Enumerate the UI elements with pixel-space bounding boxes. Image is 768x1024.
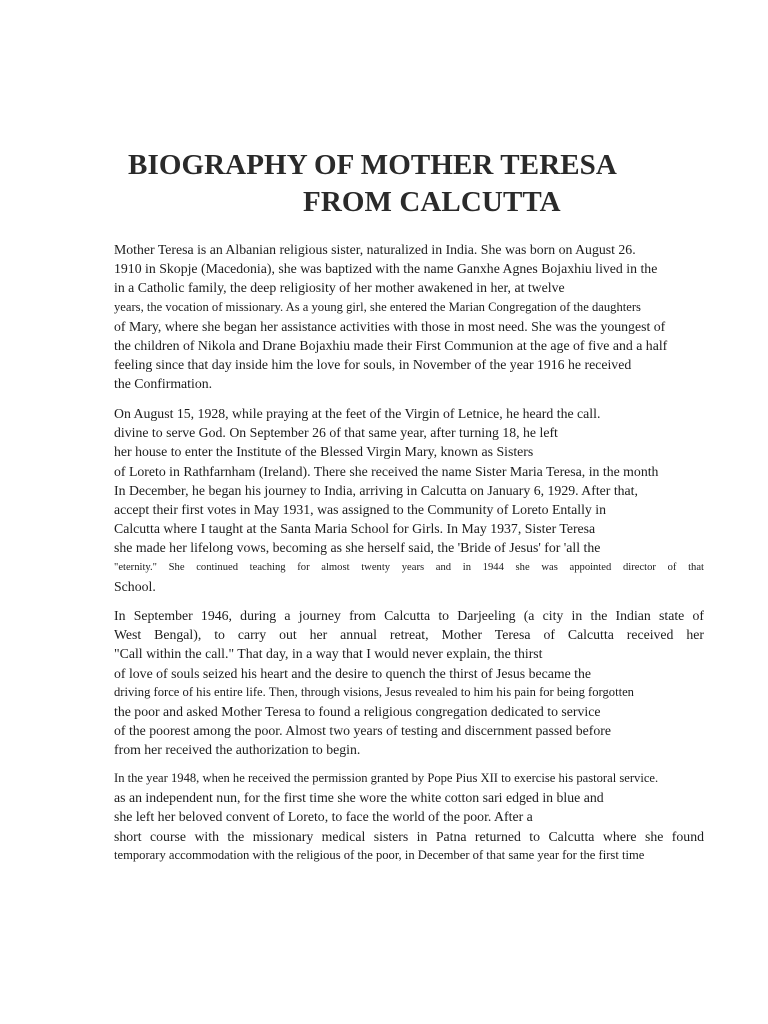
text-line: of love of souls seized his heart and the desire to quench the thirst of Jesus became the <box>114 665 592 681</box>
text-line: of the poorest among the poor. Almost two years of testing and discernment passed before <box>114 723 611 739</box>
paragraph-4 <box>114 769 704 865</box>
text-line: feeling since that day inside him the love for souls, in November of the year 1916 he received <box>114 357 632 373</box>
text-line: short course with the missionary medical sisters in Patna returned to Calcutta where she found <box>114 828 704 844</box>
text-line: temporary accommodation with the religious of the poor, in December of that same year for the first time <box>114 847 645 862</box>
text-line: In December, he began his journey to India, arriving in Calcutta on January 6, 1929. After that, <box>114 482 638 498</box>
text-line: from her received the authorization to begin. <box>114 742 361 758</box>
text-line: divine to serve God. On September 26 of that same year, after turning 18, he left <box>114 425 558 441</box>
text-line: Calcutta where I taught at the Santa Maria School for Girls. In May 1937, Sister Teresa <box>114 521 596 537</box>
text-line: Mother Teresa is an Albanian religious sister, naturalized in India. She was born on August 26. <box>114 242 636 257</box>
text-line: the poor and asked Mother Teresa to found a religious congregation dedicated to service <box>114 703 601 719</box>
text-line: the Confirmation. <box>114 376 213 392</box>
text-line: she made her lifelong vows, becoming as she herself said, the 'Bride of Jesus' for 'all the <box>114 540 601 556</box>
text-line: of Loreto in Rathfarnham (Ireland). There she received the name Sister Maria Teresa, in the month <box>114 463 659 479</box>
text-line: In September 1946, during a journey from Calcutta to Darjeeling (a city in the Indian state of <box>114 608 704 623</box>
text-line: School. <box>114 578 156 594</box>
document-title-line-1: BIOGRAPHY OF MOTHER TERESA <box>128 149 617 181</box>
text-line: of Mary, where she began her assistance activities with those in most need. She was the youngest of <box>114 318 666 334</box>
text-line: years, the vocation of missionary. As a young girl, she entered the Marian Congregation of the daughters <box>114 299 641 314</box>
text-line: "eternity." She continued teaching for almost twenty years and in 1944 she was appointed director of that <box>114 561 704 573</box>
paragraph-2 <box>114 404 704 596</box>
paragraph-3 <box>114 606 704 760</box>
text-line: On August 15, 1928, while praying at the feet of the Virgin of Letnice, he heard the call. <box>114 406 601 421</box>
text-line: accept their first votes in May 1931, was assigned to the Community of Loreto Entally in <box>114 501 606 517</box>
paragraph-1 <box>114 240 704 394</box>
text-line: "Call within the call." That day, in a way that I would never explain, the thirst <box>114 646 543 662</box>
text-line: she left her beloved convent of Loreto, to face the world of the poor. After a <box>114 809 533 825</box>
text-line: 1910 in Skopje (Macedonia), she was baptized with the name Ganxhe Agnes Bojaxhiu lived in the <box>114 261 658 277</box>
text-line: the children of Nikola and Drane Bojaxhiu made their First Communion at the age of five and a half <box>114 337 668 353</box>
text-line: her house to enter the Institute of the Blessed Virgin Mary, known as Sisters <box>114 444 534 460</box>
document-title-line-2: FROM CALCUTTA <box>303 186 561 218</box>
text-line: in a Catholic family, the deep religiosity of her mother awakened in her, at twelve <box>114 280 565 296</box>
text-line: West Bengal), to carry out her annual retreat, Mother Teresa of Calcutta received her <box>114 627 704 643</box>
text-line: driving force of his entire life. Then, through visions, Jesus revealed to him his pain for being forgotten <box>114 684 634 699</box>
text-line: as an independent nun, for the first time she wore the white cotton sari edged in blue and <box>114 790 604 806</box>
text-line: In the year 1948, when he received the permission granted by Pope Pius XII to exercise his pastoral service. <box>114 771 659 785</box>
